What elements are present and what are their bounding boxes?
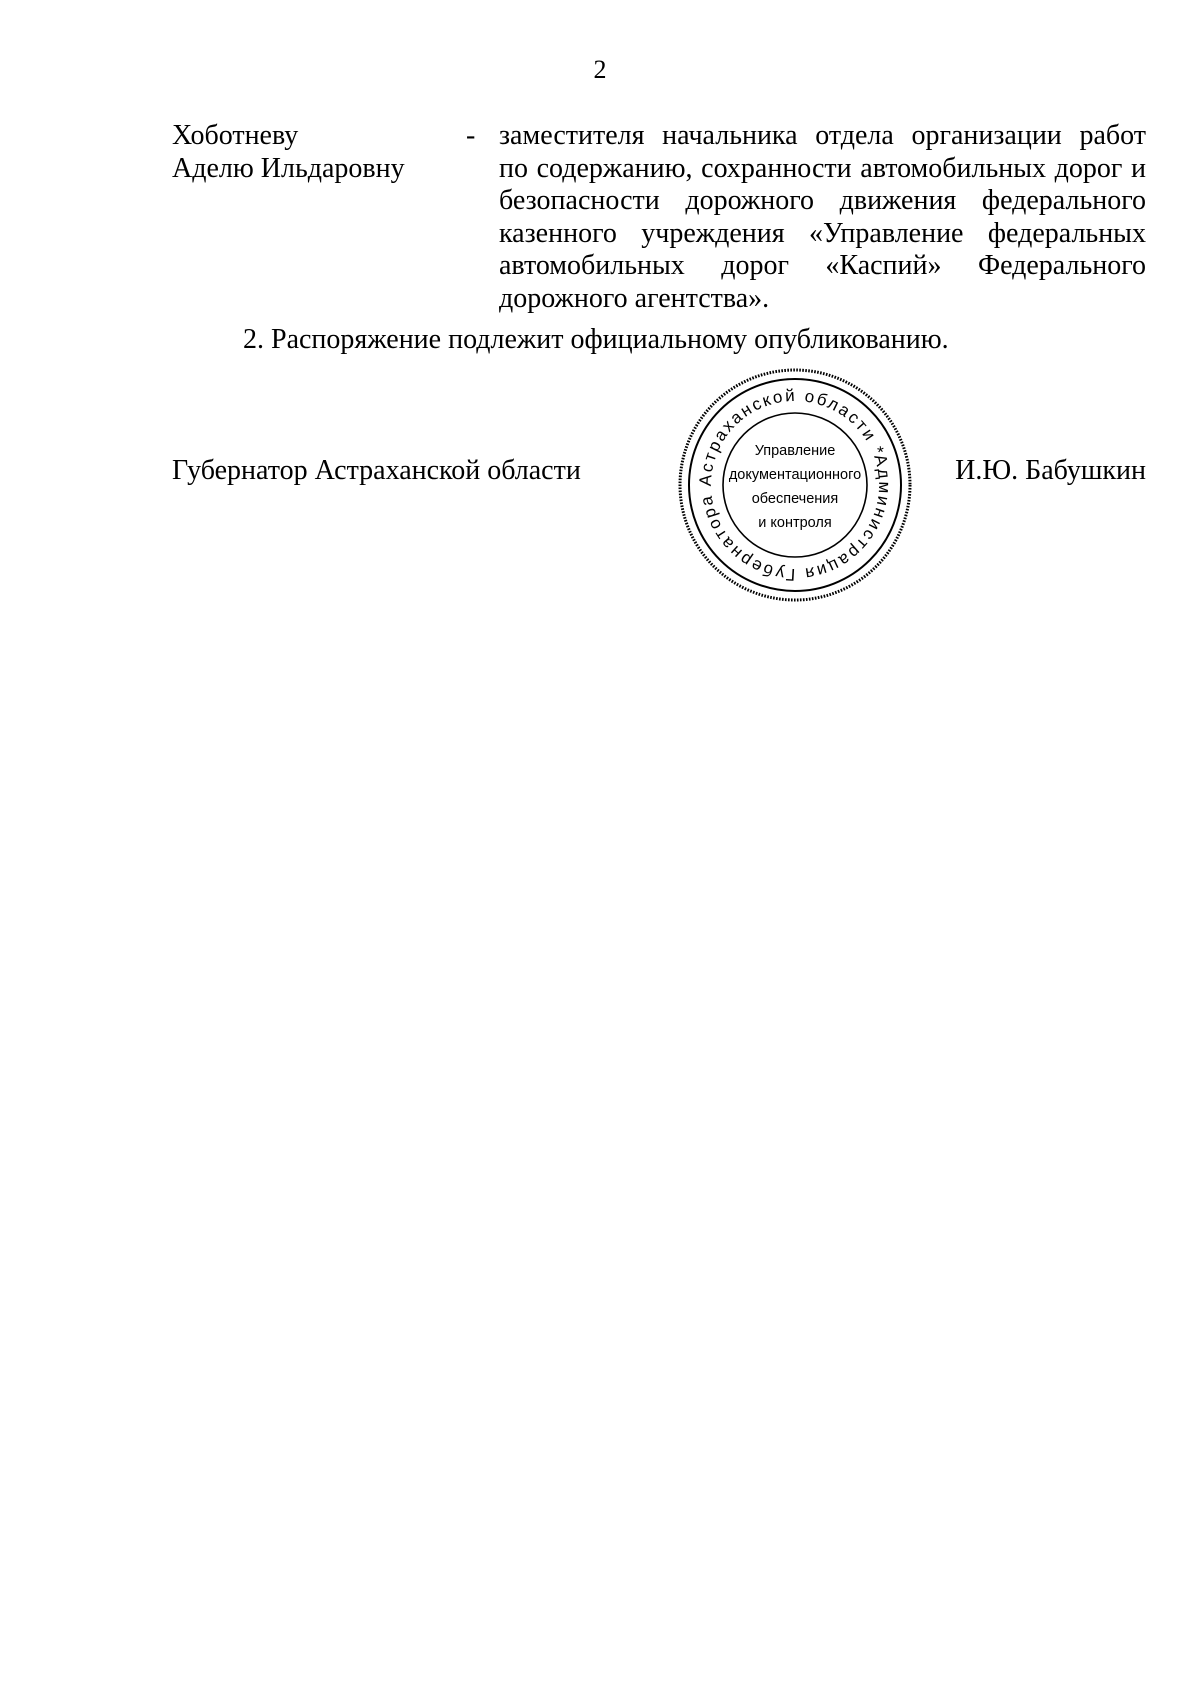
- position-line: автомобильных дорог «Каспий» Федерального: [499, 250, 1146, 281]
- stamp-center-line: документационного: [728, 467, 862, 483]
- stamp-center-text: [677, 439, 913, 535]
- official-stamp: [677, 367, 913, 603]
- stamp-ring-text: Администрация Губернатора Астраханской области *: [695, 385, 895, 585]
- position-line: безопасности дорожного движения федерального: [499, 185, 1146, 216]
- separator-dash: -: [466, 120, 476, 151]
- stamp-center-line: и контроля: [758, 515, 832, 531]
- appointee-position: [499, 120, 1146, 315]
- appointee-name: [172, 120, 472, 185]
- stamp-center-line: Управление: [754, 443, 836, 459]
- appointee-given-names: Аделю Ильдаровну: [172, 152, 405, 184]
- appointee-surname: Хоботневу: [172, 120, 299, 151]
- clause-2: 2. Распоряжение подлежит официальному опубликованию.: [243, 324, 949, 355]
- position-line: казенного учреждения «Управление федеральных: [499, 217, 1146, 249]
- stamp-center-line: обеспечения: [751, 491, 839, 507]
- position-line: заместителя начальника отдела организации работ: [499, 120, 1146, 151]
- page-number: 2: [593, 55, 607, 84]
- signer-name: И.Ю. Бабушкин: [955, 455, 1146, 486]
- position-line: дорожного агентства».: [499, 282, 770, 314]
- signer-title: Губернатор Астраханской области: [172, 455, 581, 486]
- position-line: по содержанию, сохранности автомобильных дорог и: [499, 152, 1146, 184]
